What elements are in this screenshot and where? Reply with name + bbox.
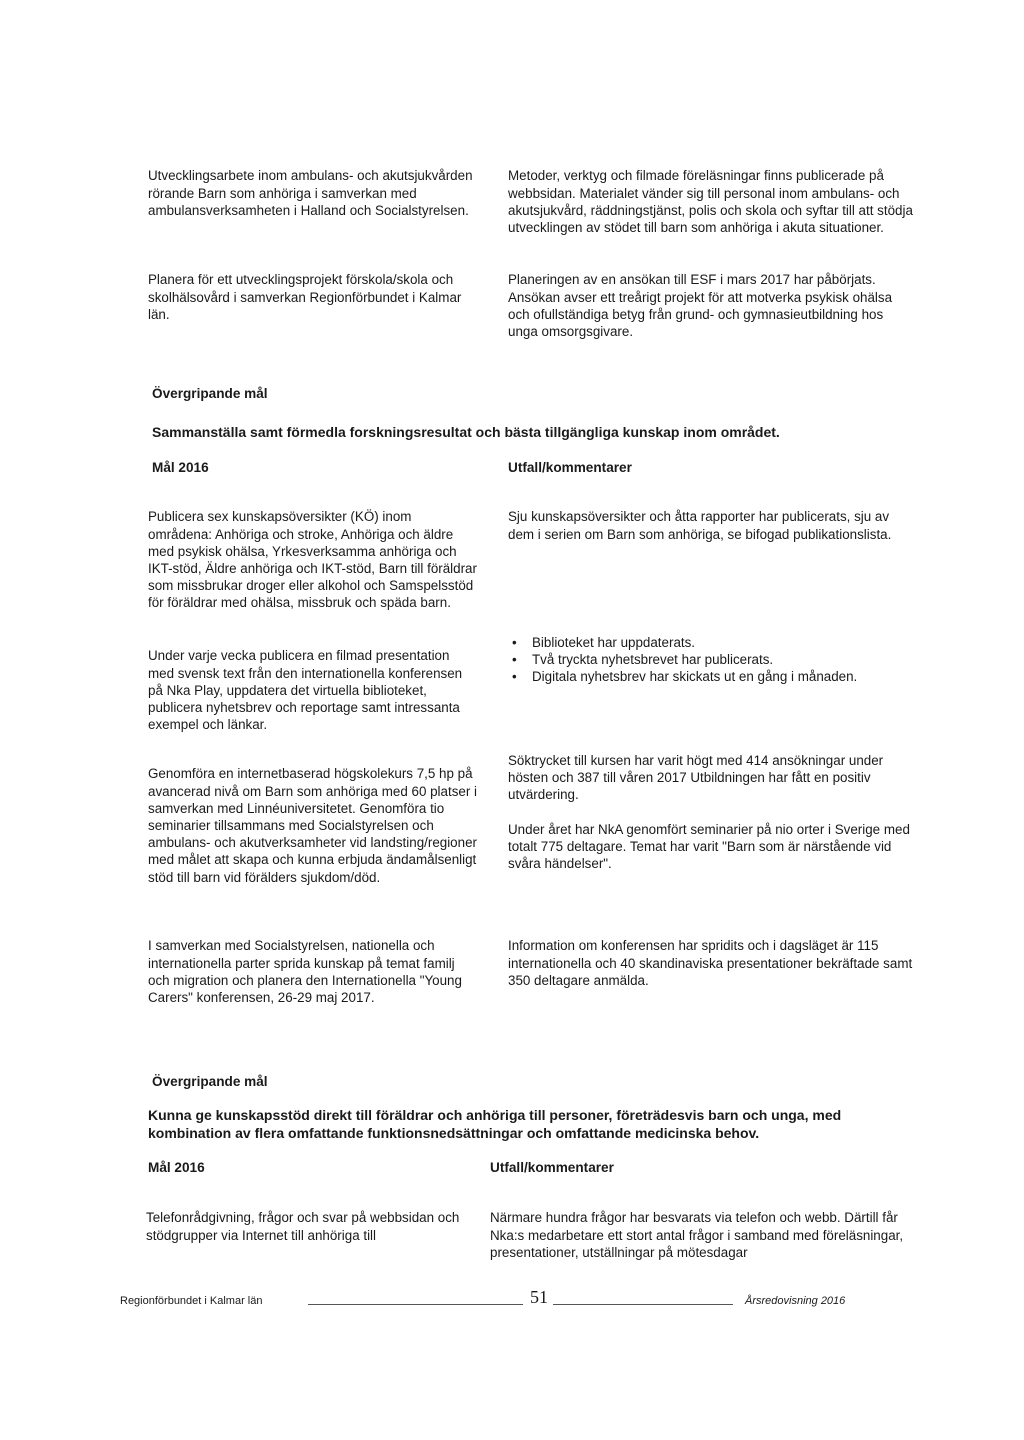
footer-report-title: Årsredovisning 2016 (745, 1295, 846, 1307)
section1-goal: Sammanställa samt förmedla forskningsresultat och bästa tillgängliga kunskap inom området. (152, 424, 780, 440)
section1-row-4-outcome: Information om konferensen har spridits och i dagsläget är 115 internationella och 40 skandinaviska presentationer bekräftade samt 350 deltagare anmälda. (508, 938, 913, 988)
section1-row-3-goal: Genomföra en internetbaserad högskolekurs 7,5 hp på avancerad nivå om Barn som anhöriga med 60 platser i samverkan med Linnéuniversitetet. Genomföra tio seminarier tillsammans med Socialstyrelsen och ambulans- och akutverksamheter vid landsting/regioner med målet att skapa och kunna erbjuda ändamålsenligt stöd till barn vid förälders sjukdom/död. (148, 766, 477, 885)
intro-row-2-left: Planera för ett utvecklingsprojekt förskola/skola och skolhälsovård i samverkan Regionförbundet i Kalmar län. (148, 272, 462, 322)
page-footer (0, 1287, 1024, 1317)
section1-row-1-goal: Publicera sex kunskapsöversikter (KÖ) inom områdena: Anhöriga och stroke, Anhöriga och äldre med psykisk ohälsa, Yrkesverksamma anhöriga och IKT-stöd, Äldre anhöriga och IKT-stöd, Barn till föräldrar som missbrukar droger eller alkohol och Samspelsstöd för föräldrar med ohälsa, missbruk och späda barn. (148, 509, 477, 611)
footer-rule-right (553, 1304, 733, 1305)
section1-heading: Övergripande mål (152, 386, 268, 401)
section2-row-1-goal: Telefonrådgivning, frågor och svar på webbsidan och stödgrupper via Internet till anhöriga till (146, 1210, 460, 1243)
section1-row-3-outcome-b: Under året har NkA genomfört seminarier på nio orter i Sverige med totalt 775 deltagare. Temat har varit "Barn som är närstående vid svåra händelser". (508, 821, 910, 872)
section2-col-header-outcome: Utfall/kommentarer (490, 1160, 614, 1175)
intro-row-2-right: Planeringen av en ansökan till ESF i mars 2017 har påbörjats. Ansökan avser ett treårigt projekt för att motverka psykisk ohälsa och ofullständiga betyg från grund- och gymnasieutbildning hos unga omsorgsgivare. (508, 272, 893, 339)
section2-col-header-goal: Mål 2016 (148, 1160, 205, 1175)
section1-row-3-outcome (508, 752, 913, 872)
list-item: • Digitala nyhetsbrev har skickats ut en gång i månaden. (512, 669, 858, 685)
section1-col-header-outcome: Utfall/kommentarer (508, 460, 632, 475)
footer-rule-left (308, 1304, 523, 1305)
section1-row-2-goal: Under varje vecka publicera en filmad presentation med svensk text från den internationella konferensen på Nka Play, uppdatera det virtuella biblioteket, publicera nyhetsbrev och reportage samt intressanta exempel och länkar. (148, 648, 463, 733)
section2-row-1-outcome: Närmare hundra frågor har besvarats via telefon och webb. Därtill får Nka:s medarbetare ett stort antal frågor i samband med föreläsningar, presentationer, utställningar på mötesdagar (490, 1210, 904, 1260)
footer-organization: Regionförbundet i Kalmar län (120, 1295, 263, 1307)
section2-heading: Övergripande mål (152, 1074, 268, 1089)
list-item: • Två tryckta nyhetsbrevet har publicerats. (512, 652, 774, 668)
list-item: • Biblioteket har uppdaterats. (512, 635, 696, 650)
section1-row-1-outcome: Sju kunskapsöversikter och åtta rapporter har publicerats, sju av dem i serien om Barn som anhöriga, se bifogad publikationslista. (508, 509, 892, 542)
bullet-icon: • (512, 635, 517, 650)
intro-row-1-right: Metoder, verktyg och filmade föreläsningar finns publicerade på webbsidan. Materialet vänder sig till personal inom ambulans- och akutsjukvård, räddningstjänst, polis och skola och syftar till att stödja utvecklingen av stödet till barn som anhöriga i akuta situationer. (508, 168, 913, 235)
intro-row-1-left: Utvecklingsarbete inom ambulans- och akutsjukvården rörande Barn som anhöriga i samverkan med ambulansverksamheten i Halland och Socialstyrelsen. (148, 168, 473, 218)
section1-row-2-outcome-list (500, 634, 905, 686)
section1-row-4-goal: I samverkan med Socialstyrelsen, nationella och internationella parter sprida kunskap på temat familj och migration och planera den Internationella "Young Carers" konferensen, 26-29 maj 2017. (148, 938, 462, 1005)
section1-col-header-goal: Mål 2016 (152, 460, 209, 475)
bullet-icon: • (512, 652, 517, 668)
page-number: 51 (530, 1287, 548, 1307)
bullet-icon: • (512, 669, 517, 685)
section2-goal: Kunna ge kunskapsstöd direkt till föräldrar och anhöriga till personer, företrädesvis barn och unga, med kombination av flera omfattande funktionsnedsättningar och omfattande medicinska behov. (148, 1107, 842, 1141)
section1-row-3-outcome-a: Söktrycket till kursen har varit högt med 414 ansökningar under hösten och 387 till våren 2017 Utbildningen har fått en positiv utvärdering. (508, 753, 884, 803)
